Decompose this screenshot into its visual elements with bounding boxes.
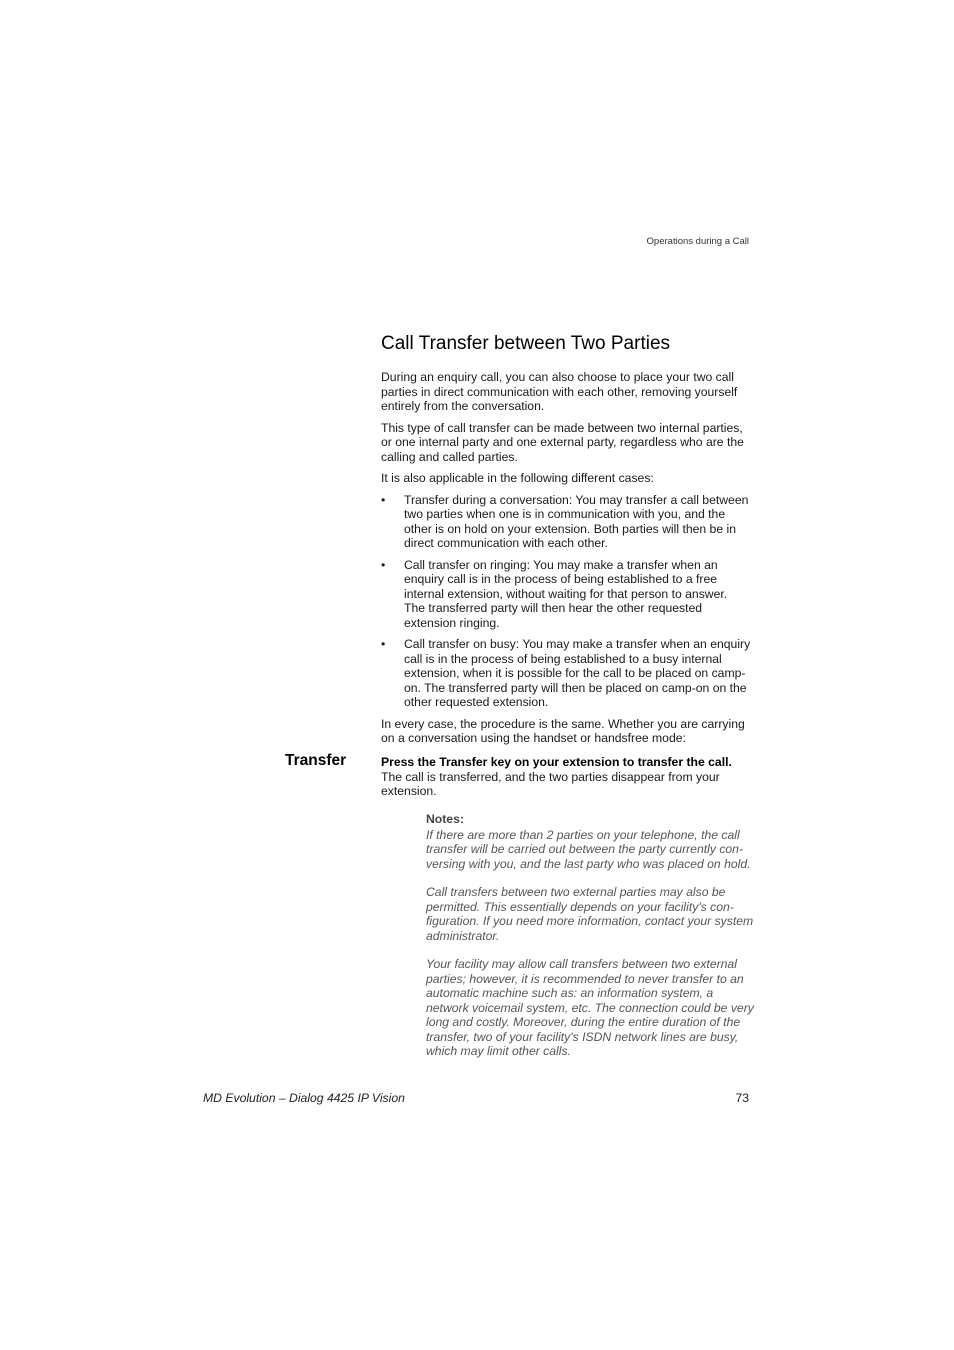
list-item: [381, 493, 751, 551]
running-header: Operations during a Call: [646, 236, 749, 247]
list-item: [381, 637, 751, 710]
main-content: [381, 332, 751, 753]
note-item: If there are more than 2 parties on your telephone, the call transfer will be carried out between the party currently con-versing with you, and the last party who was placed on hold.: [426, 827, 751, 871]
notes-title: Notes:: [426, 812, 464, 826]
list-item-text: Transfer during a conversation: You may transfer a call between two parties when one is in communication with you, and the other is on hold on your extension. Both parties will then be in direct communication with each other.: [404, 492, 749, 550]
note-item: Call transfers between two external parties may also be permitted. This essentially depends on your facility's con-figuration. If you need more information, contact your system administrator.: [426, 885, 754, 943]
cases-list: [381, 493, 751, 710]
note-item: Your facility may allow call transfers between two external parties; however, it is recommended to never transfer to an automatic machine such as: an information system, a network voicemail system, etc. The connection could be very long and costly. Moreover, during the entire duration of the transfer, two of your facility's ISDN network lines are busy, which may limit other calls.: [426, 957, 754, 1058]
footer-document-title: MD Evolution – Dialog 4425 IP Vision: [203, 1091, 405, 1105]
list-item: [381, 558, 751, 631]
transfer-step: [381, 755, 753, 799]
section-title: Call Transfer between Two Parties: [381, 333, 671, 354]
notes-block: [426, 812, 754, 1073]
bullet-icon: •: [381, 557, 386, 572]
cases-intro-paragraph: It is also applicable in the following different cases:: [381, 471, 654, 485]
list-item-text: Call transfer on ringing: You may make a transfer when an enquiry call is in the process of being established to a free internal extension, without waiting for that person to answer. The transferred party will then hear the other requested extension ringing.: [404, 557, 728, 630]
list-item-text: Call transfer on busy: You may make a transfer when an enquiry call is in the process of being established to a busy internal extension, when it is possible for the call to be placed on camp-on. The transferred party will then be placed on camp-on on the other requested extension.: [404, 637, 751, 709]
scope-paragraph: This type of call transfer can be made between two internal parties, or one internal party and one external party, regardless who are the calling and called parties.: [381, 420, 744, 464]
step-instruction: Press the Transfer key on your extension to transfer the call.: [381, 755, 732, 769]
step-result: The call is transferred, and the two parties disappear from your extension.: [381, 769, 720, 798]
page-number: 73: [735, 1091, 749, 1105]
intro-paragraph: During an enquiry call, you can also choose to place your two call parties in direct communication with each other, removing yourself entirely from the conversation.: [381, 370, 738, 413]
procedure-intro-paragraph: In every case, the procedure is the same. Whether you are carrying on a conversation using the handset or handsfree mode:: [381, 716, 745, 745]
bullet-icon: •: [381, 492, 386, 507]
transfer-step-label: Transfer: [285, 752, 347, 769]
bullet-icon: •: [381, 637, 386, 651]
